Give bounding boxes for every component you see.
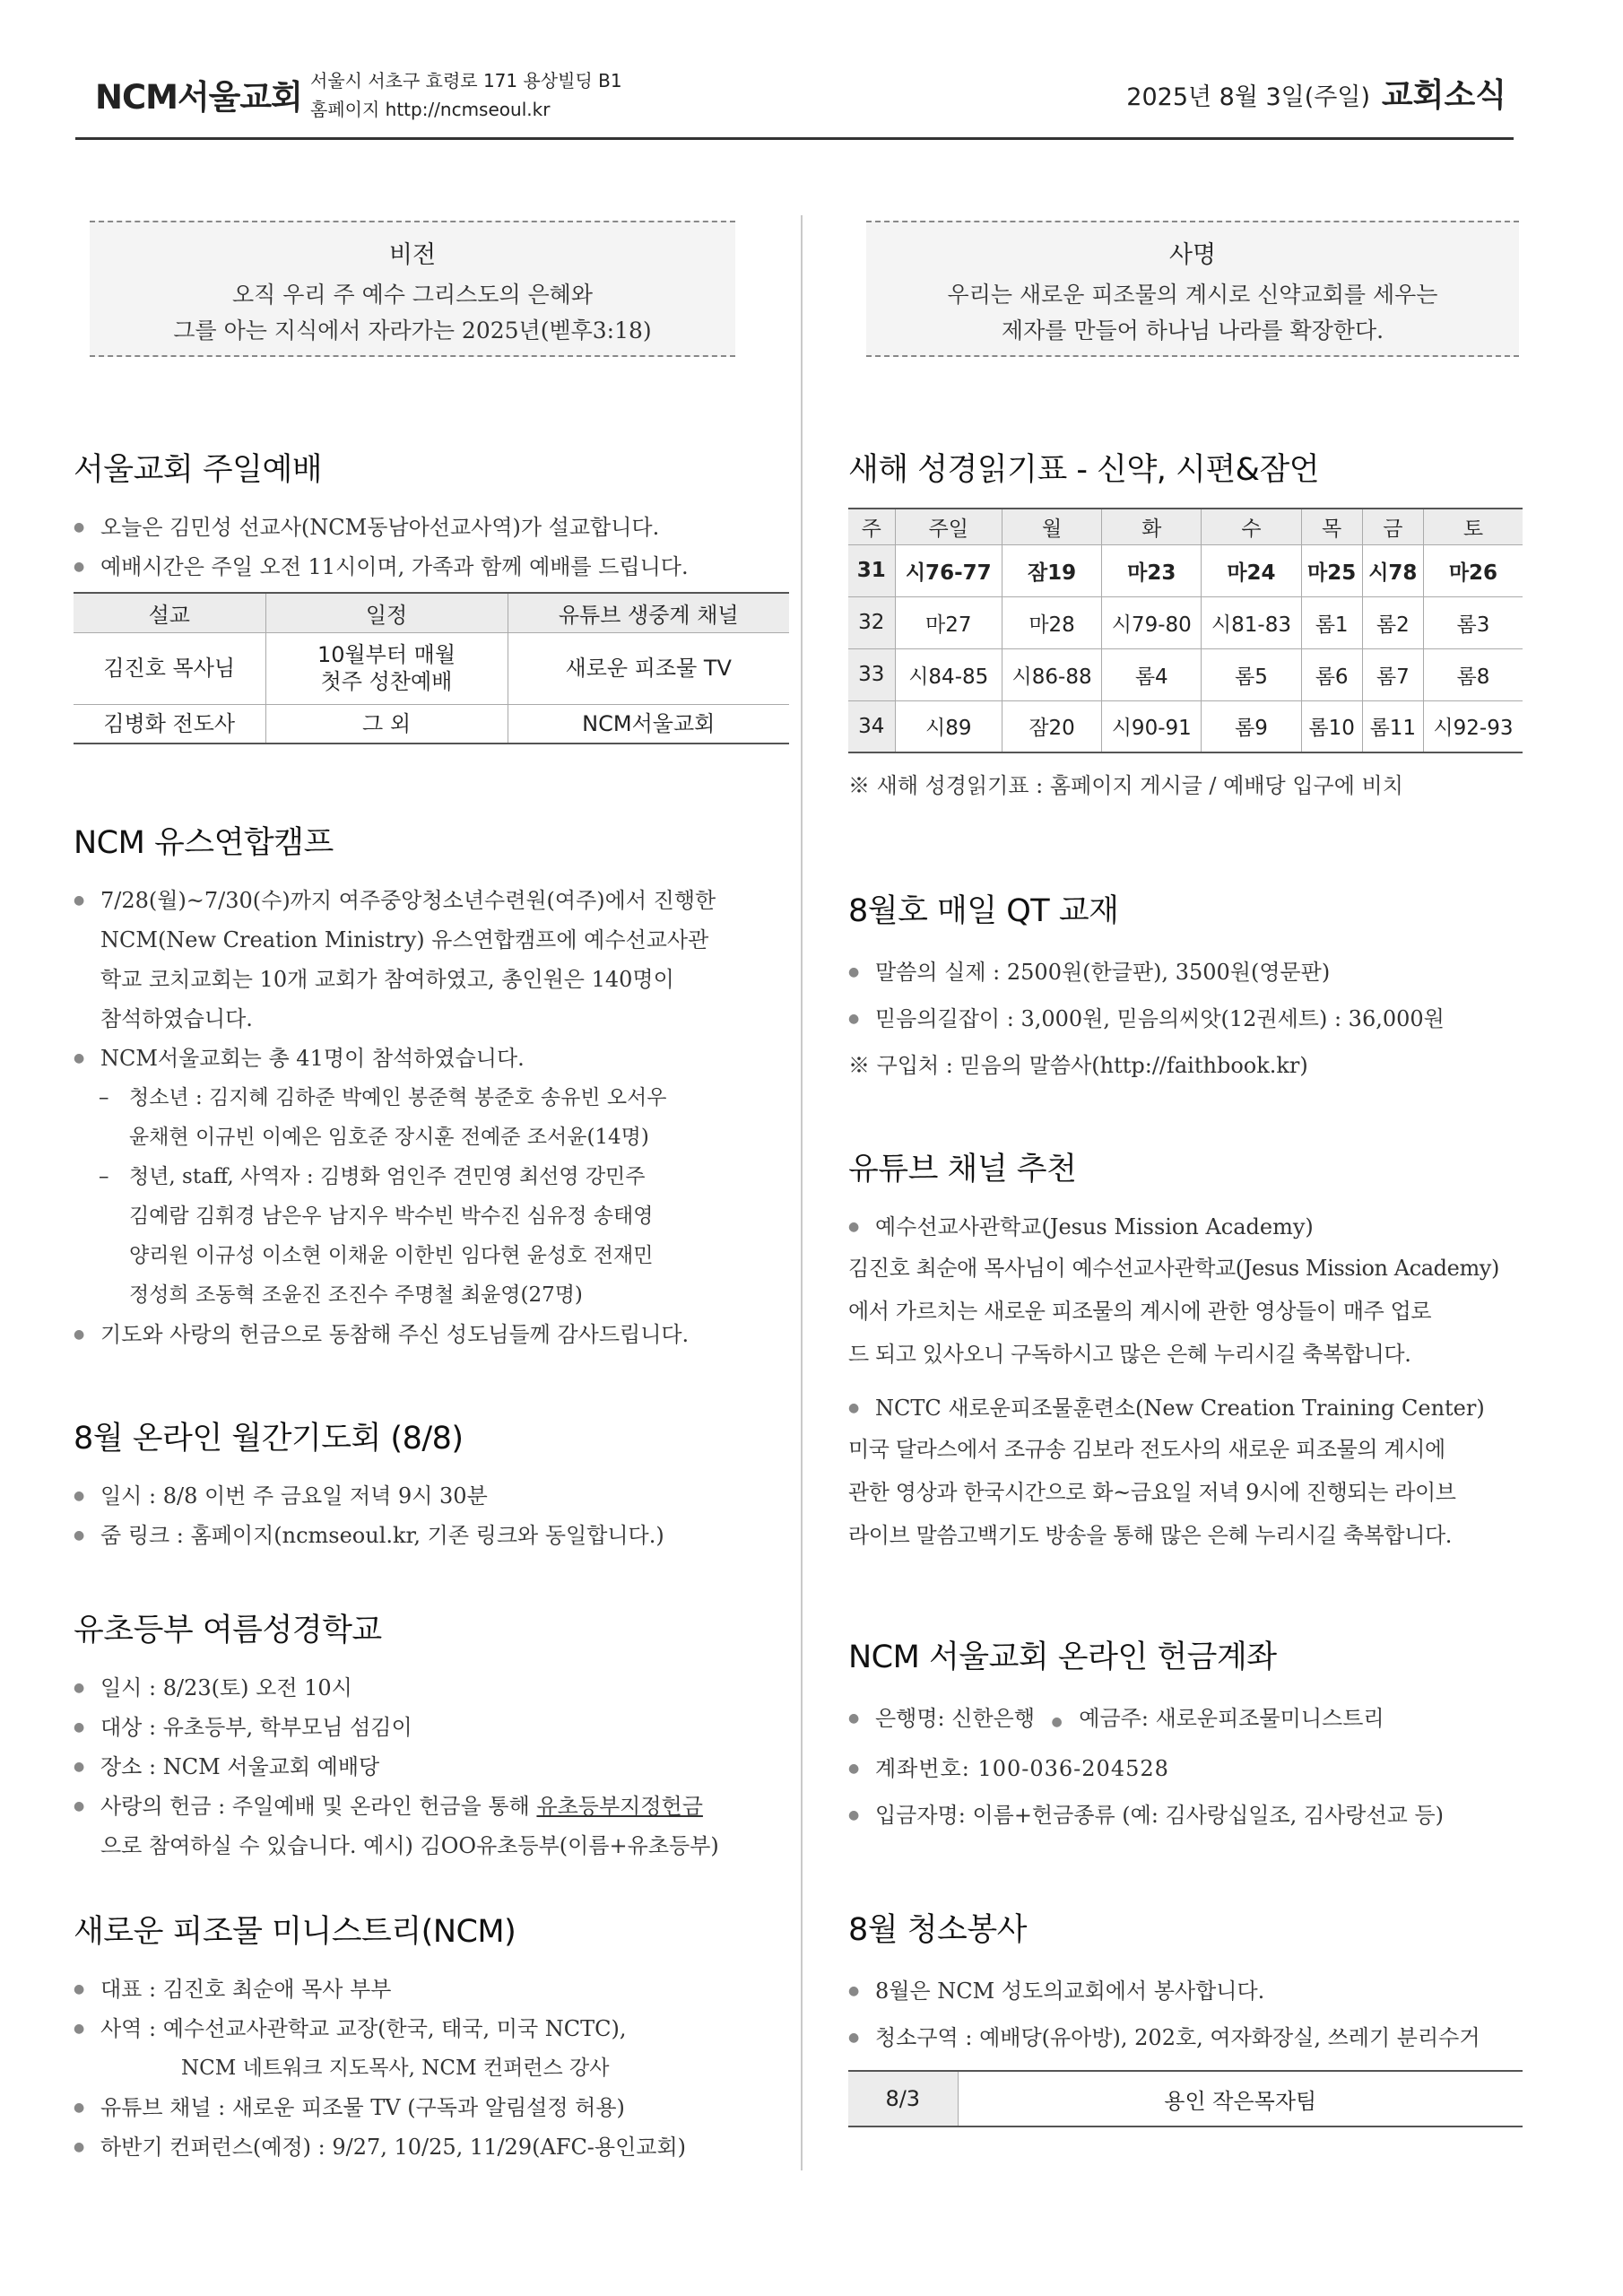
camp-section — [74, 818, 791, 1354]
church-name: NCM서울교회 — [95, 78, 302, 117]
table-cell: 롬8 — [1423, 648, 1523, 700]
table-cell: 31 — [848, 544, 895, 596]
desc-line: 관한 영상과 한국시간으로 화~금요일 저녁 9시에 진행되는 라이브 — [848, 1480, 1456, 1505]
vision-line-2: 그를 아는 지식에서 자라가는 2025년(벧후3:18) — [173, 317, 652, 344]
schedule-line: 10월부터 매월 — [317, 642, 456, 667]
table-cell: 롬11 — [1362, 700, 1423, 752]
table-cell: 김진호 목사님 — [74, 632, 265, 704]
table-cell: 롬6 — [1301, 648, 1362, 700]
youtube-bullet-1: ● 예수선교사관학교(Jesus Mission Academy) — [848, 1207, 1530, 1247]
table-cell: 34 — [848, 700, 895, 752]
table-cell: 32 — [848, 596, 895, 648]
vbs-bullet-1: ● 일시 : 8/23(토) 오전 10시 — [74, 1668, 791, 1708]
mission-line-2: 제자를 만들어 하나님 나라를 확장한다. — [1001, 317, 1384, 344]
camp-bullet-3: ● 기도와 사랑의 헌금으로 동참해 주신 성도님들께 감사드립니다. — [74, 1315, 791, 1354]
table-header-cell: 설교 — [74, 593, 265, 632]
table-row — [74, 632, 789, 704]
table-header-cell: 화 — [1102, 509, 1202, 544]
table-cell: 시76-77 — [895, 544, 1002, 596]
table-cell: 33 — [848, 648, 895, 700]
table-cell: 롬9 — [1202, 700, 1301, 752]
offering-account: ● 계좌번호: 100-036-204528 — [848, 1745, 1530, 1792]
table-header-cell: 주일 — [895, 509, 1002, 544]
camp-bullet-1 — [74, 881, 791, 1039]
youtube-desc-1 — [848, 1247, 1530, 1376]
account-holder: 예금주: 새로운피조물미니스트리 — [1079, 1706, 1384, 1731]
reading-header-row — [848, 509, 1523, 544]
adult-names: 청년, staff, 사역자 : 김병화 엄인주 견민영 최선영 강민주 — [129, 1165, 646, 1188]
table-cell: 마25 — [1301, 544, 1362, 596]
mission-line-1: 우리는 새로운 피조물의 계시로 신약교회를 세우는 — [947, 282, 1438, 308]
cleaning-bullet-1: ● 8월은 NCM 성도의교회에서 봉사합니다. — [848, 1968, 1530, 2014]
camp-adult-list: – 청년, staff, 사역자 : 김병화 엄인주 견민영 최선영 강민주 — [99, 1165, 646, 1188]
bank-name: 은행명: 신한은행 — [875, 1706, 1036, 1731]
table-header-cell: 목 — [1301, 509, 1362, 544]
vision-title: 비전 — [388, 241, 437, 269]
vision-box — [90, 221, 735, 357]
cleaning-section — [848, 1905, 1530, 2127]
schedule-line: 첫주 성찬예배 — [320, 669, 453, 694]
table-cell: 그 외 — [265, 704, 508, 744]
table-cell: 롬1 — [1301, 596, 1362, 648]
table-cell: 마26 — [1423, 544, 1523, 596]
youth-names: 청소년 : 김지혜 김하준 박예인 봉준혁 봉준호 송유빈 오서우 — [129, 1086, 667, 1109]
worship-table-header — [74, 593, 789, 632]
offering-bank-line — [848, 1695, 1530, 1745]
table-header-cell: 일정 — [265, 593, 508, 632]
table-cell: 시89 — [895, 700, 1002, 752]
offering-depositor: ● 입금자명: 이름+헌금종류 (예: 김사랑십일조, 김사랑선교 등) — [848, 1792, 1530, 1839]
prayer-section — [74, 1413, 791, 1555]
worship-bullet-1: ● 오늘은 김민성 선교사(NCM동남아선교사역)가 설교합니다. — [74, 508, 791, 547]
bulletin-date: 2025년 8월 3일(주일) — [1126, 83, 1370, 111]
offering-section — [848, 1632, 1530, 1839]
table-cell: 마23 — [1102, 544, 1202, 596]
vbs-title: 유초등부 여름성경학교 — [74, 1613, 382, 1648]
table-cell: 시78 — [1362, 544, 1423, 596]
table-cell: 시92-93 — [1423, 700, 1523, 752]
camp-adult-list-cont — [74, 1275, 791, 1315]
table-cell — [265, 632, 508, 704]
header — [75, 54, 1514, 140]
bulletin-title: 교회소식 — [1381, 77, 1506, 114]
table-cell: 마24 — [1202, 544, 1301, 596]
table-cell: 롬10 — [1301, 700, 1362, 752]
table-cell: 롬7 — [1362, 648, 1423, 700]
camp-youth-list: – 청소년 : 김지혜 김하준 박예인 봉준혁 봉준호 송유빈 오서우 — [99, 1086, 667, 1109]
table-cell: 롬3 — [1423, 596, 1523, 648]
camp-text: 7/28(월)~7/30(수)까지 여주중앙청소년수련원(여주)에서 진행한 — [100, 888, 716, 913]
desc-line: 미국 달라스에서 조규송 김보라 전도사의 새로운 피조물의 계시에 — [848, 1437, 1445, 1462]
cleaning-table — [848, 2070, 1523, 2127]
ncm-bullet-2-cont: NCM 네트워크 지도목사, NCM 컨퍼런스 강사 — [181, 2057, 610, 2080]
table-row — [848, 544, 1523, 596]
desc-line: 김진호 최순애 목사님이 예수선교사관학교(Jesus Mission Academy) — [848, 1256, 1499, 1281]
vbs-offering-text: 사랑의 헌금 : 주일예배 및 온라인 헌금을 통해 — [100, 1794, 537, 1819]
adult-names: 양리원 이규성 이소현 이채윤 이한빈 임다현 윤성호 전재민 — [129, 1244, 654, 1267]
youtube-desc-2 — [848, 1428, 1530, 1557]
mission-title: 사명 — [1168, 241, 1217, 269]
table-row — [74, 704, 789, 744]
table-cell: 시86-88 — [1002, 648, 1101, 700]
ncm-title: 새로운 피조물 미니스트리(NCM) — [74, 1914, 516, 1950]
table-cell: NCM서울교회 — [508, 704, 789, 744]
table-cell: 롬5 — [1202, 648, 1301, 700]
table-cell: 시81-83 — [1202, 596, 1301, 648]
vbs-bullet-3: ● 장소 : NCM 서울교회 예배당 — [74, 1747, 791, 1787]
worship-table — [74, 592, 789, 744]
table-cell: 마28 — [1002, 596, 1101, 648]
desc-line: 에서 가르치는 새로운 피조물의 계시에 관한 영상들이 매주 업로 — [848, 1299, 1432, 1324]
qt-bullet-1: ● 말씀의 실제 : 2500원(한글판), 3500원(영문판) — [848, 949, 1530, 996]
cleaning-date: 8/3 — [848, 2071, 958, 2126]
prayer-bullet-1: ● 일시 : 8/8 이번 주 금요일 저녁 9시 30분 — [74, 1476, 791, 1516]
vbs-bullet-4 — [74, 1787, 791, 1866]
church-address-block — [310, 66, 622, 124]
table-cell: 시90-91 — [1102, 700, 1202, 752]
table-header-cell: 유튜브 생중계 채널 — [508, 593, 789, 632]
table-header-cell: 월 — [1002, 509, 1101, 544]
worship-title: 서울교회 주일예배 — [74, 452, 323, 488]
youtube-section — [848, 1144, 1530, 1557]
qt-title: 8월호 매일 QT 교재 — [848, 893, 1119, 929]
mission-box — [866, 221, 1519, 357]
vbs-section — [74, 1605, 791, 1866]
desc-line: 드 되고 있사오니 구독하시고 많은 은혜 누리시길 축복합니다. — [848, 1342, 1411, 1367]
camp-title: NCM 유스연합캠프 — [74, 825, 334, 861]
table-row — [848, 596, 1523, 648]
camp-text: 참석하였습니다. — [100, 1006, 253, 1031]
bullet-icon: ● — [1051, 1715, 1063, 1729]
table-cell: 새로운 피조물 TV — [508, 632, 789, 704]
cleaning-title: 8월 청소봉사 — [848, 1912, 1027, 1948]
table-header-cell: 금 — [1362, 509, 1423, 544]
table-cell: 롬4 — [1102, 648, 1202, 700]
camp-bullet-2: ● NCM서울교회는 총 41명이 참석하였습니다. — [74, 1039, 791, 1078]
offering-title: NCM 서울교회 온라인 헌금계좌 — [848, 1639, 1277, 1675]
qt-bullet-2: ● 믿음의길잡이 : 3,000원, 믿음의씨앗(12권세트) : 36,000원 — [848, 996, 1530, 1042]
table-header-cell: 주 — [848, 509, 895, 544]
church-address: 서울시 서초구 효령로 171 용상빌딩 B1 — [310, 70, 622, 91]
qt-section — [848, 886, 1530, 1089]
worship-bullet-2: ● 예배시간은 주일 오전 11시이며, 가족과 함께 예배를 드립니다. — [74, 547, 791, 587]
youtube-title: 유튜브 채널 추천 — [848, 1152, 1077, 1187]
table-cell: 잠19 — [1002, 544, 1101, 596]
table-header-cell: 수 — [1202, 509, 1301, 544]
ncm-bullet-4: ● 하반기 컨퍼런스(예정) : 9/27, 10/25, 11/29(AFC-용인교회) — [74, 2127, 791, 2167]
vision-line-1: 오직 우리 주 예수 그리스도의 은혜와 — [232, 282, 593, 308]
table-cell: 시84-85 — [895, 648, 1002, 700]
ncm-bullet-3: ● 유튜브 채널 : 새로운 피조물 TV (구독과 알림설정 허용) — [74, 2088, 791, 2127]
adult-names: 김예람 김휘경 남은우 남지우 박수빈 박수진 심유정 송태영 — [129, 1205, 654, 1228]
table-cell: 김병화 전도사 — [74, 704, 265, 744]
cleaning-team: 용인 작은목자팀 — [958, 2071, 1523, 2126]
church-homepage: 홈페이지 http://ncmseoul.kr — [310, 99, 551, 120]
vbs-offering-example: 으로 참여하실 수 있습니다. 예시) 김OO유초등부(이름+유초등부) — [100, 1833, 719, 1858]
table-cell: 잠20 — [1002, 700, 1101, 752]
desc-line: 라이브 말씀고백기도 방송을 통해 많은 은혜 누리시길 축복합니다. — [848, 1523, 1452, 1548]
reading-table — [848, 508, 1523, 753]
camp-adult-list-cont — [74, 1196, 791, 1236]
prayer-title: 8월 온라인 월간기도회 (8/8) — [74, 1421, 464, 1457]
camp-youth-list-cont — [74, 1118, 791, 1157]
table-cell: 시79-80 — [1102, 596, 1202, 648]
youth-names: 윤채현 이규빈 이예은 임호준 장시훈 전예준 조서윤(14명) — [129, 1126, 649, 1149]
ncm-section — [74, 1907, 791, 2167]
table-header-cell: 토 — [1423, 509, 1523, 544]
table-cell: 마27 — [895, 596, 1002, 648]
camp-adult-list-cont — [74, 1236, 791, 1275]
column-divider — [801, 215, 803, 2170]
vbs-offering-designation: 유초등부지정헌금 — [536, 1794, 703, 1819]
ncm-bullet-2: ● 사역 : 예수선교사관학교 교장(한국, 태국, 미국 NCTC), — [74, 2009, 791, 2048]
reading-note: ※ 새해 성경읽기표 : 홈페이지 게시글 / 예배당 입구에 비치 — [848, 773, 1403, 798]
reading-section — [848, 445, 1530, 809]
qt-note: ※ 구입처 : 믿음의 말씀사(http://faithbook.kr) — [848, 1053, 1308, 1078]
reading-title: 새해 성경읽기표 - 신약, 시편&잠언 — [848, 452, 1320, 488]
camp-text: 학교 코치교회는 10개 교회가 참여하였고, 총인원은 140명이 — [100, 967, 674, 992]
youtube-bullet-2: ● NCTC 새로운피조물훈련소(New Creation Training Center) — [848, 1388, 1530, 1428]
vbs-bullet-2: ● 대상 : 유초등부, 학부모님 섬김이 — [74, 1708, 791, 1747]
cleaning-bullet-2: ● 청소구역 : 예배당(유아방), 202호, 여자화장실, 쓰레기 분리수거 — [848, 2014, 1530, 2061]
table-cell: 롬2 — [1362, 596, 1423, 648]
table-row — [848, 700, 1523, 752]
ncm-bullet-1: ● 대표 : 김진호 최순애 목사 부부 — [74, 1970, 791, 2009]
camp-text: NCM(New Creation Ministry) 유스연합캠프에 예수선교사관 — [100, 927, 709, 952]
table-row — [848, 648, 1523, 700]
worship-section — [74, 445, 791, 744]
table-row — [848, 2071, 1523, 2126]
prayer-bullet-2: ● 줌 링크 : 홈페이지(ncmseoul.kr, 기존 링크와 동일합니다.) — [74, 1516, 791, 1555]
adult-names: 정성희 조동혁 조윤진 조진수 주명철 최윤영(27명) — [129, 1283, 583, 1307]
